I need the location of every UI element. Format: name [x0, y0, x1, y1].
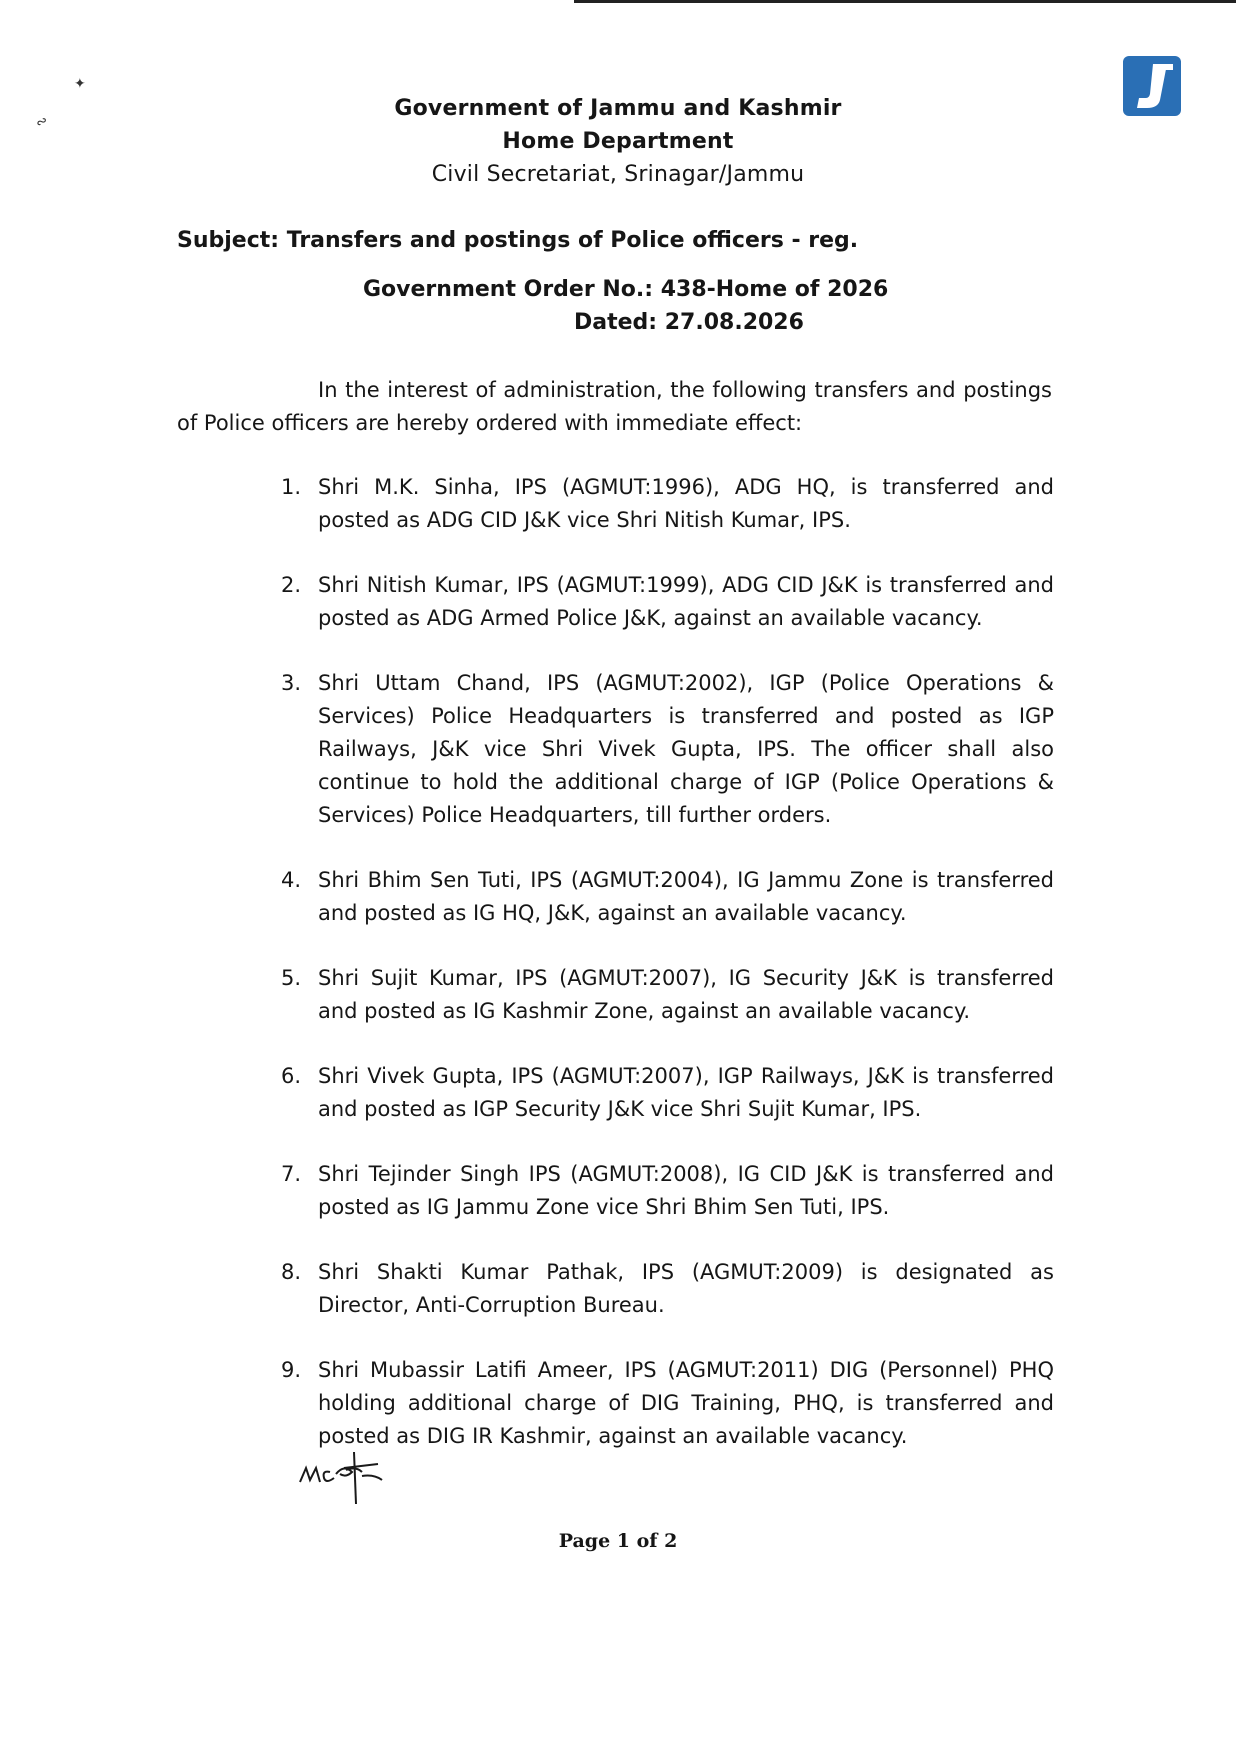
- item-text: Shri Sujit Kumar, IPS (AGMUT:2007), IG Security J&K is transferred and posted as IG Kashmir Zone, against an available vacancy.: [318, 966, 1054, 1023]
- list-item: [278, 1158, 1054, 1224]
- item-number: 2.: [281, 573, 302, 597]
- subject-line: Subject: Transfers and postings of Police officers - reg.: [177, 228, 859, 253]
- item-text: Shri Bhim Sen Tuti, IPS (AGMUT:2004), IG Jammu Zone is transferred and posted as IG HQ, J&K, against an available vacancy.: [318, 868, 1054, 925]
- list-item: [278, 471, 1054, 537]
- item-number: 5.: [281, 966, 302, 990]
- order-date: Dated: 27.08.2026: [574, 310, 804, 335]
- item-text: Shri Vivek Gupta, IPS (AGMUT:2007), IGP Railways, J&K is transferred and posted as IGP Security J&K vice Shri Sujit Kumar, IPS.: [318, 1064, 1054, 1121]
- top-border-line: [574, 0, 1236, 3]
- item-number: 7.: [281, 1162, 302, 1186]
- item-text: Shri M.K. Sinha, IPS (AGMUT:1996), ADG HQ, is transferred and posted as ADG CID J&K vice Shri Nitish Kumar, IPS.: [318, 475, 1054, 532]
- transfer-list: [278, 471, 1054, 1485]
- list-item: [278, 962, 1054, 1028]
- list-item: [278, 667, 1054, 832]
- order-number: Government Order No.: 438-Home of 2026: [363, 277, 889, 302]
- item-number: 4.: [281, 868, 302, 892]
- item-number: 9.: [281, 1358, 302, 1382]
- item-text: Shri Nitish Kumar, IPS (AGMUT:1999), ADG CID J&K is transferred and posted as ADG Armed Police J&K, against an available vacancy.: [318, 573, 1054, 630]
- government-heading: Government of Jammu and Kashmir: [394, 96, 842, 121]
- item-text: Shri Tejinder Singh IPS (AGMUT:2008), IG CID J&K is transferred and posted as IG Jammu Zone vice Shri Bhim Sen Tuti, IPS.: [318, 1162, 1054, 1219]
- list-item: [278, 864, 1054, 930]
- item-number: 3.: [281, 671, 302, 695]
- list-item: [278, 1354, 1054, 1453]
- list-item: [278, 1256, 1054, 1322]
- office-address: Civil Secretariat, Srinagar/Jammu: [431, 162, 805, 187]
- item-text: Shri Shakti Kumar Pathak, IPS (AGMUT:2009) is designated as Director, Anti-Corruption Bureau.: [318, 1260, 1054, 1317]
- item-text: Shri Uttam Chand, IPS (AGMUT:2002), IGP (Police Operations & Services) Police Headquarters is transferred and posted as IGP Railways, J&K vice Shri Vivek Gupta, IPS. The officer shall also continue to hold the additional charge of IGP (Police Operations & Services) Police Headquarters, till further orders.: [318, 671, 1054, 827]
- list-item: [278, 569, 1054, 635]
- page-number: Page 1 of 2: [558, 1530, 678, 1552]
- department-heading: Home Department: [502, 129, 734, 154]
- item-number: 1.: [281, 475, 302, 499]
- signature-initials: [296, 1446, 406, 1506]
- list-item: [278, 1060, 1054, 1126]
- item-number: 8.: [281, 1260, 302, 1284]
- scan-mark: ✦: [74, 76, 86, 92]
- scan-mark: ∾: [32, 112, 51, 132]
- intro-paragraph: In the interest of administration, the following transfers and postings of Police officers are hereby ordered with immediate effect:: [177, 378, 1052, 435]
- item-text: Shri Mubassir Latifi Ameer, IPS (AGMUT:2011) DIG (Personnel) PHQ holding additional charge of DIG Training, PHQ, is transferred and posted as DIG IR Kashmir, against an available vacancy.: [318, 1358, 1054, 1448]
- item-number: 6.: [281, 1064, 302, 1088]
